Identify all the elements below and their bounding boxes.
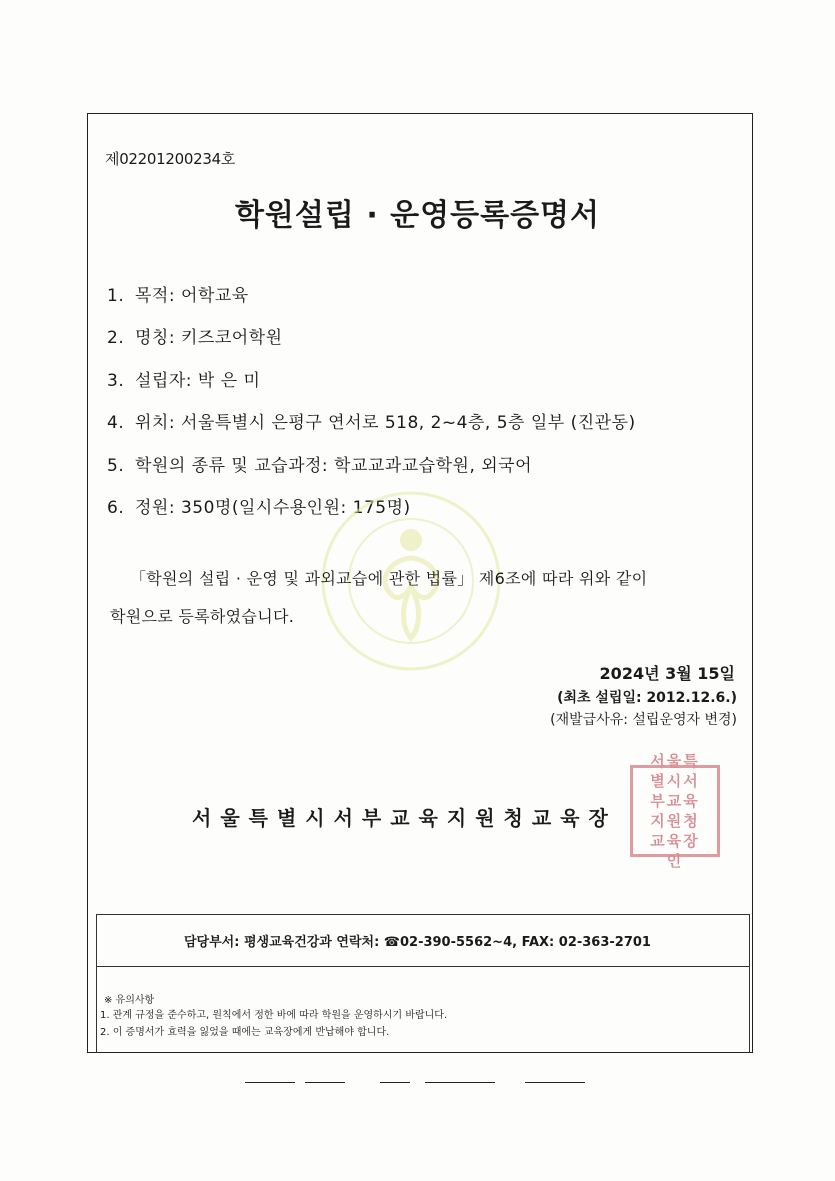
scan-artifact-line [525, 1082, 585, 1083]
item-number: 3. [107, 371, 125, 391]
certification-statement-line2: 학원으로 등록하였습니다. [110, 607, 295, 626]
item-text: 목적: 어학교육 [135, 286, 249, 306]
item-number: 2. [107, 328, 125, 348]
contact-bottom-divider [96, 966, 749, 967]
item-text: 위치: 서울특별시 은평구 연서로 518, 2~4층, 5층 일부 (진관동) [135, 413, 636, 433]
scan-artifact-line [305, 1082, 345, 1083]
item-name [107, 323, 283, 348]
note-item: 2. 이 증명서가 효력을 잃었을 때에는 교육장에게 반납해야 합니다. [100, 1027, 390, 1038]
certification-statement-line1: 「학원의 설립 · 운영 및 과외교습에 관한 법률」 제6조에 따라 위와 같이 [130, 569, 648, 588]
original-establishment-date: (최초 설립일: 2012.12.6.) [557, 690, 737, 706]
item-type [107, 451, 532, 476]
item-founder [107, 366, 260, 391]
item-text: 명칭: 키즈코어학원 [135, 328, 283, 348]
official-seal [630, 752, 720, 870]
contact-top-divider [96, 914, 749, 915]
note-item: 1. 관계 규정을 준수하고, 원칙에서 정한 바에 따라 학원을 운영하시기 바랍니다. [100, 1010, 448, 1021]
document-title: 학원설립 · 운영등록증명서 [234, 198, 601, 233]
scan-artifact-line [380, 1082, 410, 1083]
scan-artifact-line [245, 1082, 295, 1083]
item-number: 1. [107, 286, 125, 306]
reissue-reason: (재발급사유: 설립운영자 변경) [550, 712, 737, 728]
notes-title: ※ 유의사항 [104, 995, 155, 1006]
item-text: 정원: 350명(일시수용인원: 175명) [135, 498, 411, 518]
item-text: 설립자: 박 은 미 [135, 371, 261, 391]
item-text: 학원의 종류 및 교습과정: 학교교과교습학원, 외국어 [135, 456, 533, 476]
issuer-title: 서울특별시서부교육지원청교육장 [192, 806, 617, 830]
box-left-border [96, 914, 97, 1053]
issue-date: 2024년 3월 15일 [599, 664, 735, 683]
item-number: 5. [107, 456, 125, 476]
item-number: 6. [107, 498, 125, 518]
box-right-border [749, 914, 750, 1053]
item-location [107, 408, 636, 433]
scan-artifact-line [425, 1082, 495, 1083]
item-purpose [107, 281, 249, 306]
contact-info: 담당부서: 평생교육건강과 연락처: ☎02-390-5562~4, FAX: 02-363-2701 [184, 935, 651, 950]
item-number: 4. [107, 413, 125, 433]
seal-text: 서울특별시서부교육지원청교육장인 [650, 752, 700, 870]
document-number: 제02201200234호 [105, 150, 236, 168]
